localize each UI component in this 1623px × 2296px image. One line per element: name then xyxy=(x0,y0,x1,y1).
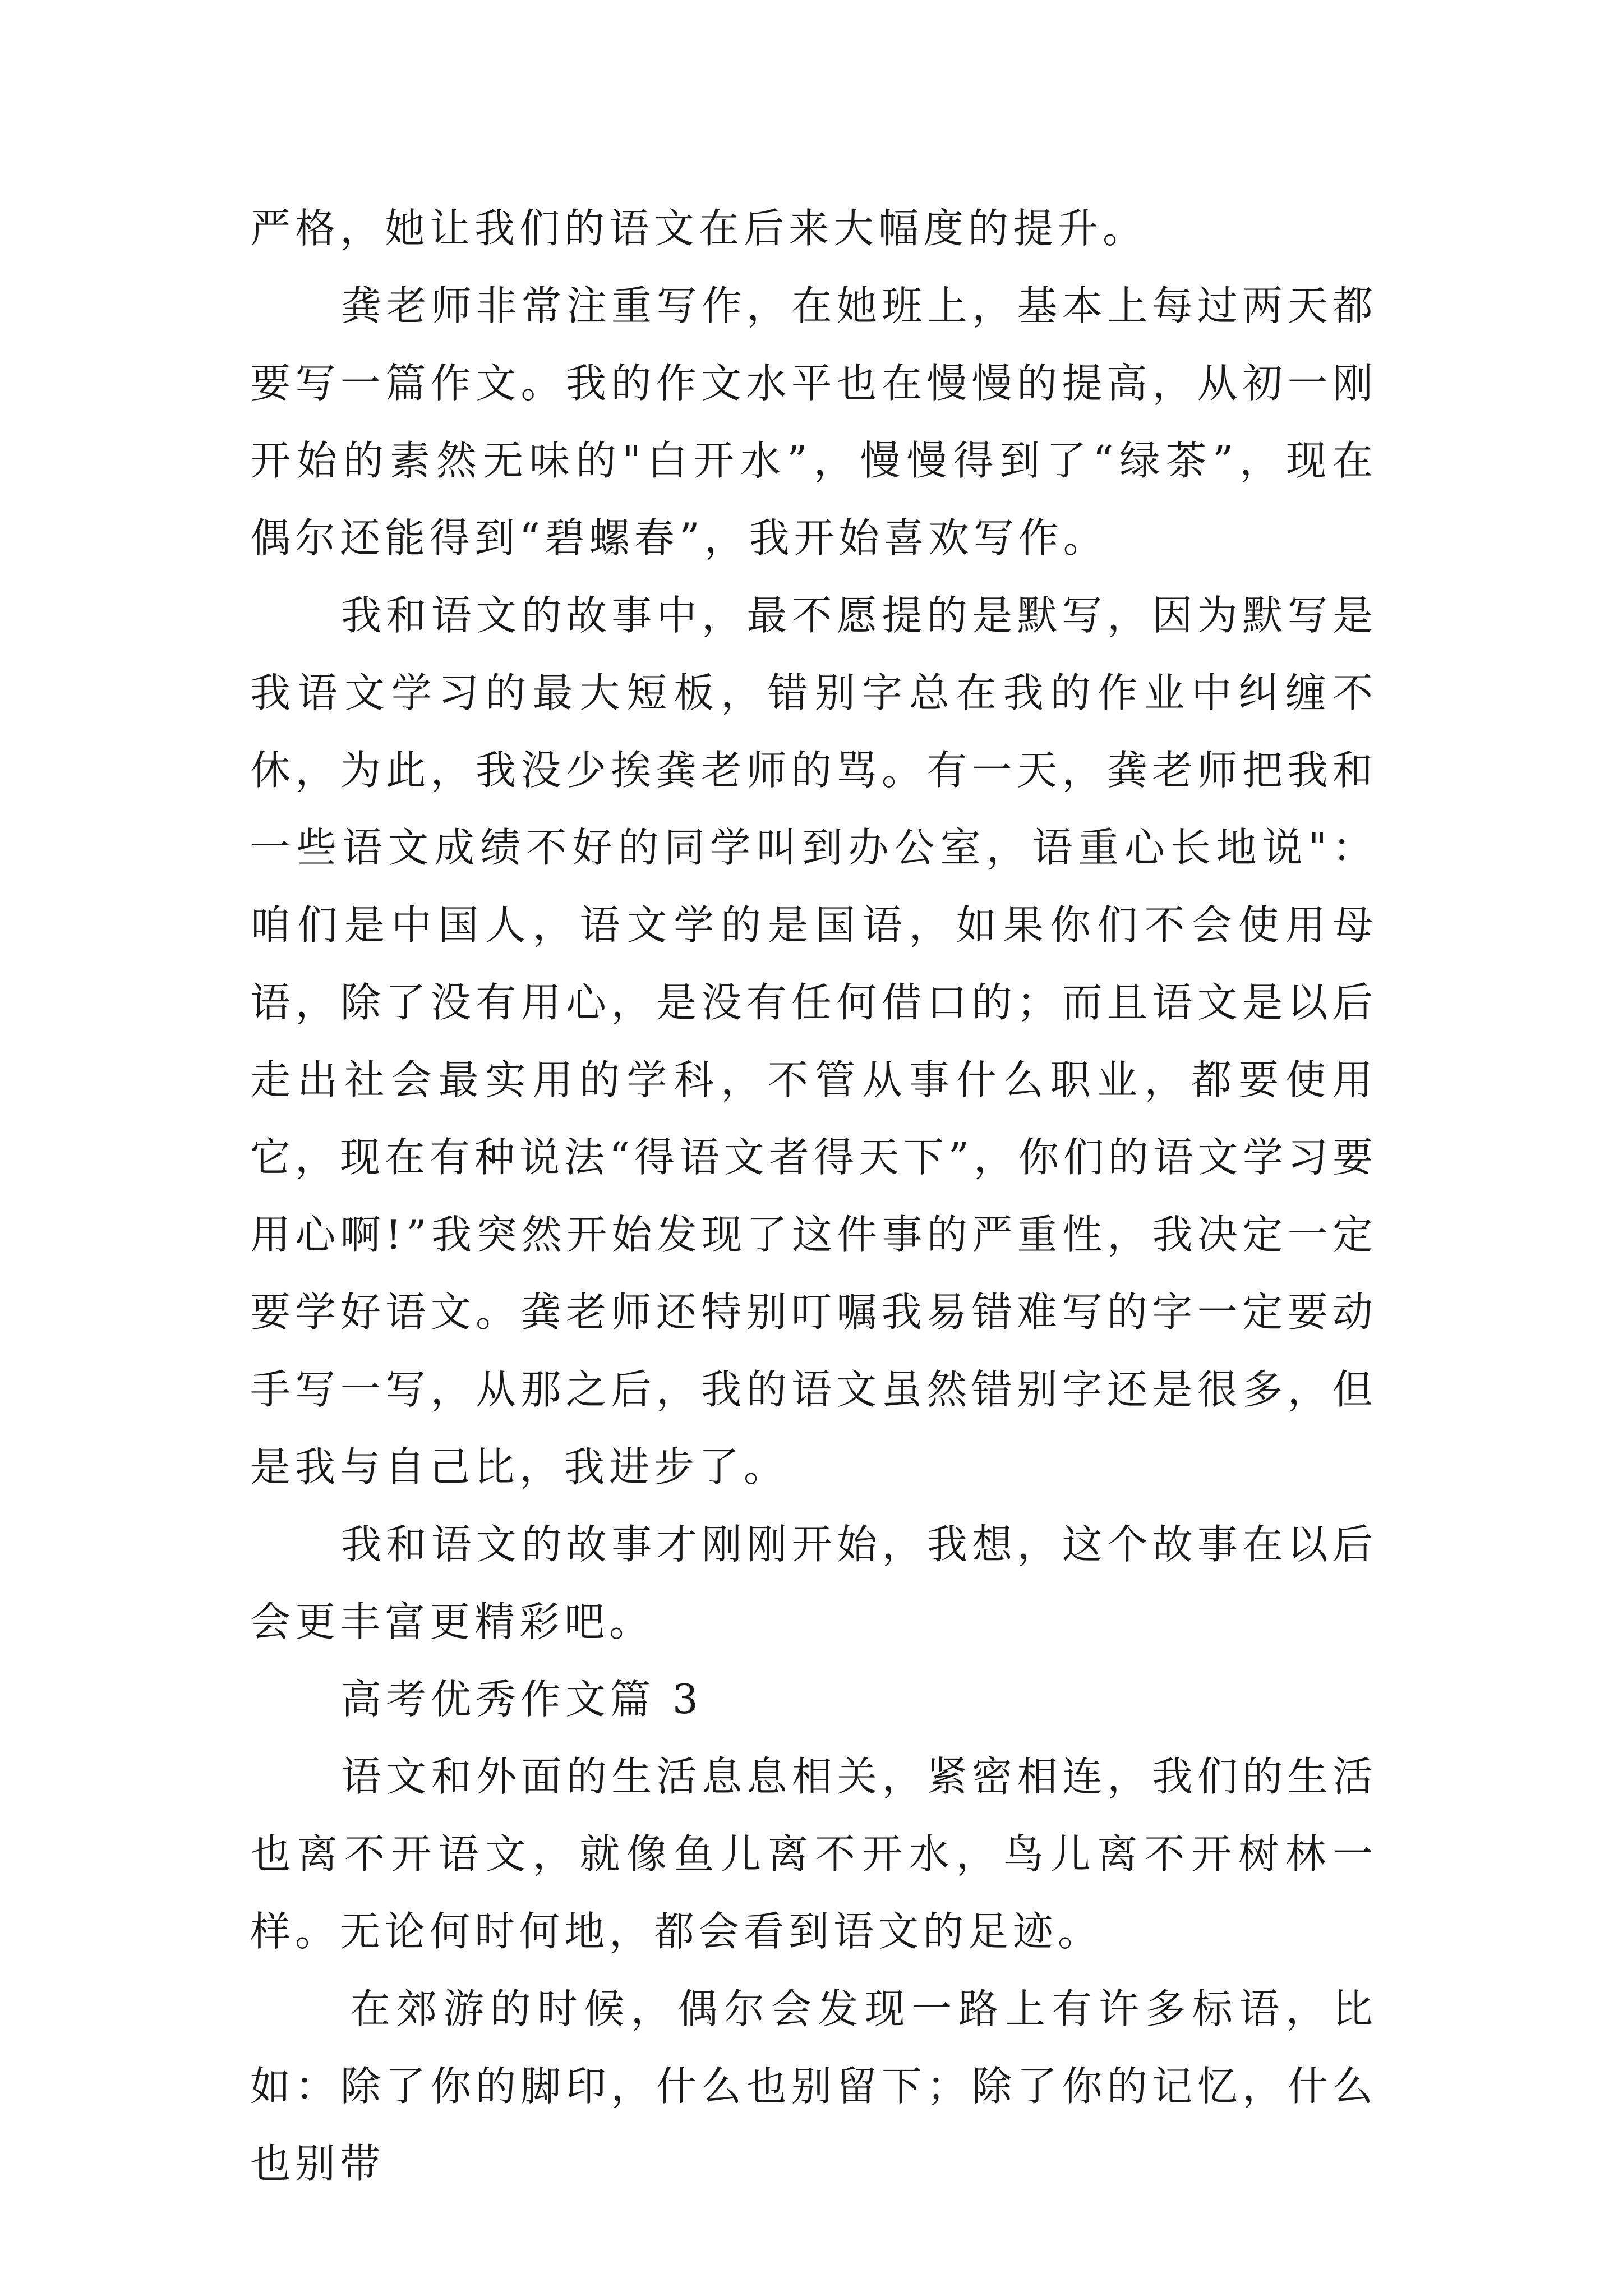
paragraph-dictation: 我和语文的故事中，最不愿提的是默写，因为默写是我语文学习的最大短板，错别字总在我的作业中纠缠不休，为此，我没少挨龚老师的骂。有一天，龚老师把我和一些语文成绩不好的同学叫到办公室，语重心长地说"：咱们是中国人，语文学的是国语，如果你们不会使用母语，除了没有用心，是没有任何借口的；而且语文是以后走出社会最实用的学科，不管从事什么职业，都要使用它，现在有种说法“得语文者得天下”，你们的语文学习要用心啊!”我突然开始发现了这件事的严重性，我决定一定要学好语文。龚老师还特别叮嘱我易错难写的字一定要动手写一写，从那之后，我的语文虽然错别字还是很多，但是我与自己比，我进步了。 xyxy=(250,592,1377,1490)
paragraph-continuation: 严格，她让我们的语文在后来大幅度的提升。 xyxy=(250,205,1148,252)
paragraph-outing-slogans: 在郊游的时候，偶尔会发现一路上有许多标语，比如：除了你的脚印，什么也别留下；除了你的记忆，什么也别带 xyxy=(250,1985,1377,2187)
essay-heading: 高考优秀作文篇 3 xyxy=(341,1676,703,1723)
paragraph-writing: 龚老师非常注重写作，在她班上，基本上每过两天都要写一篇作文。我的作文水平也在慢慢的提高，从初一刚开始的素然无味的"白开水”，慢慢得到了“绿茶”，现在偶尔还能得到“碧螺春”，我开始喜欢写作。 xyxy=(250,282,1377,562)
article-body xyxy=(250,190,1377,2202)
paragraph-life-and-language: 语文和外面的生活息息相关，紧密相连，我们的生活也离不开语文，就像鱼儿离不开水，鸟儿离不开树林一样。无论何时何地，都会看到语文的足迹。 xyxy=(250,1753,1377,1955)
paragraph-story-ending: 我和语文的故事才刚刚开始，我想，这个故事在以后会更丰富更精彩吧。 xyxy=(250,1521,1377,1645)
